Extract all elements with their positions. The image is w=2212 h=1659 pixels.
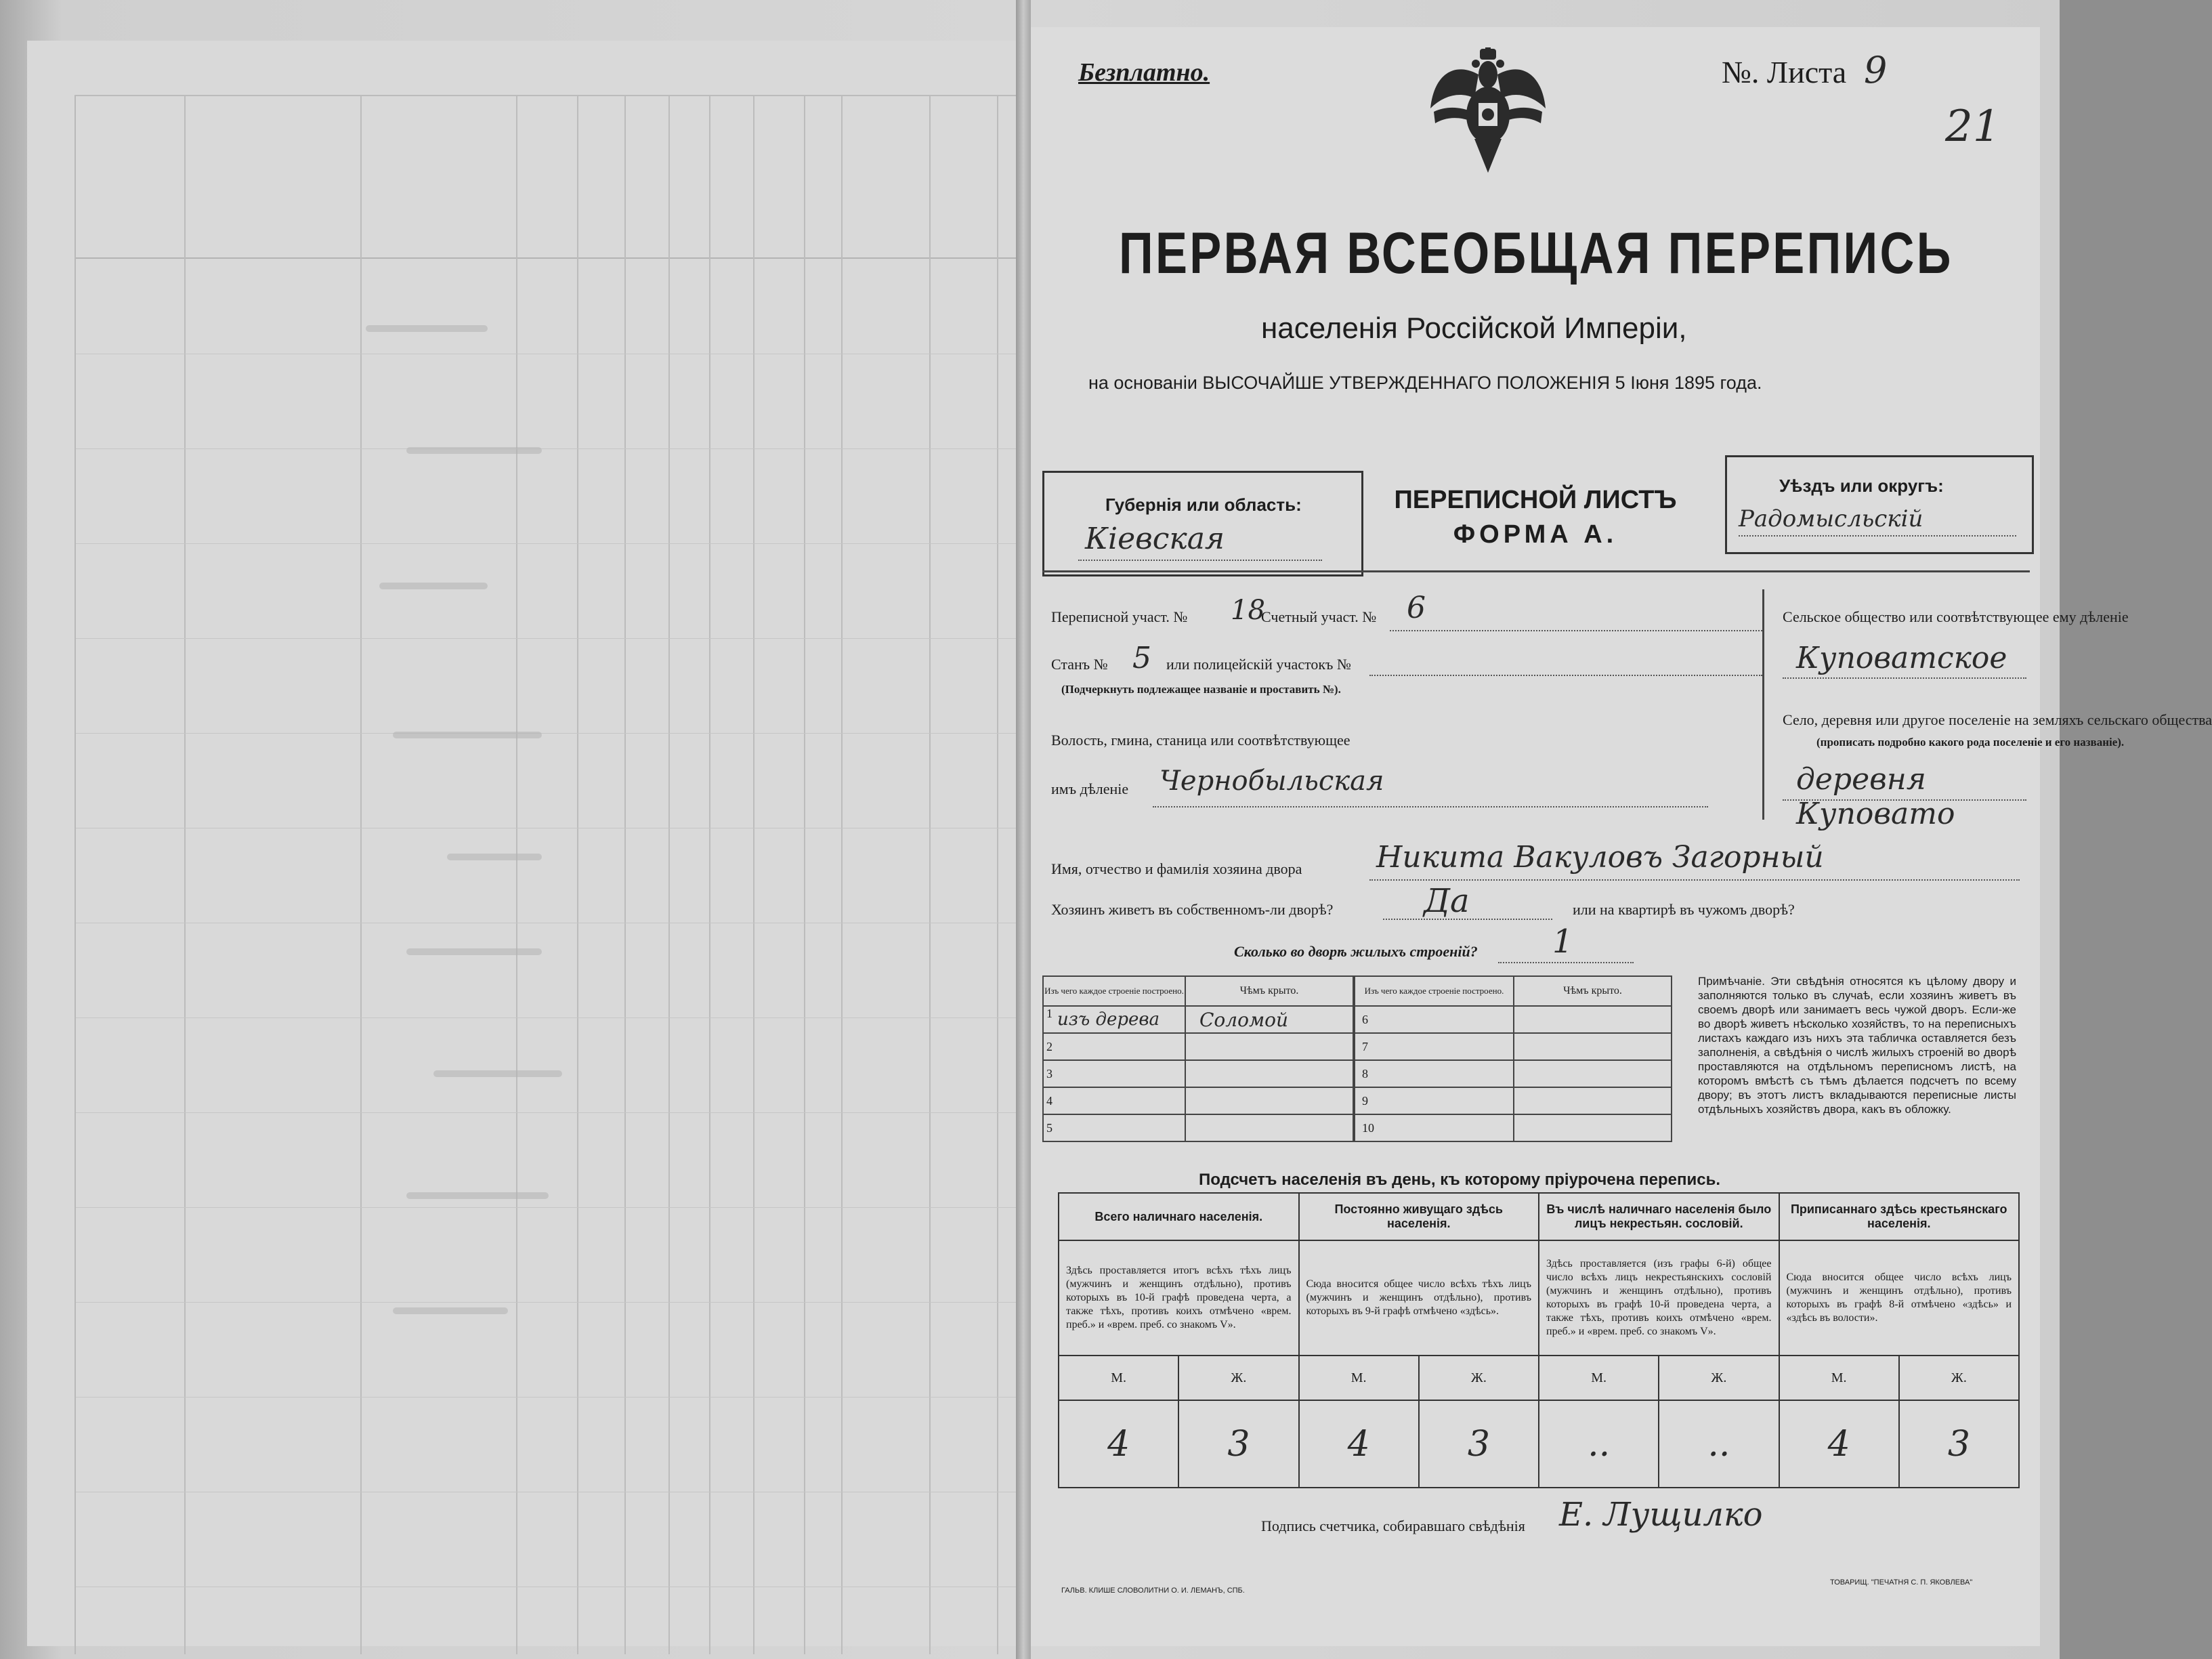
community-label: Сельское общество или соотвѣтствующее ему дѣленіе <box>1783 608 2129 625</box>
tally-registered-female: 3 <box>1899 1400 2019 1488</box>
form-main-title: ПЕРВАЯ ВСЕОБЩАЯ ПЕРЕПИСЬ <box>1119 221 1953 286</box>
district-value: Радомысльскій <box>1739 505 1923 532</box>
tally-permanent-female: 3 <box>1419 1400 1539 1488</box>
population-tally-table <box>1058 1192 2020 1488</box>
tally-title: Подсчетъ населенія въ день, къ которому пріурочена перепись. <box>1199 1171 1720 1189</box>
stamp-number: 21 <box>1945 102 2001 152</box>
building-row: 2 <box>1043 1033 1353 1060</box>
owner-value: Никита Вакуловъ Загорный <box>1376 840 1824 875</box>
building-row: 5 <box>1043 1114 1353 1141</box>
tally-header-present: Всего наличнаго населенія. <box>1059 1193 1299 1240</box>
form-legal-basis: на основаніи ВЫСОЧАЙШЕ УТВЕРЖДЕННАГО ПОЛОЖЕНІЯ 5 Іюня 1895 года. <box>1088 373 1762 393</box>
imprint-right: ТОВАРИЩ. "ПЕЧАТНЯ С. П. ЯКОВЛЕВА" <box>1830 1578 1973 1587</box>
col-roof-header: Чѣмъ крыто. <box>1185 976 1353 1006</box>
imprint-left: ГАЛЬВ. КЛИШЕ СЛОВОЛИТНИ О. И. ЛЕМАНЪ, СПБ. <box>1061 1587 1245 1595</box>
tally-header-registered: Приписаннаго здѣсь крестьянскаго населенія. <box>1779 1193 2020 1240</box>
province-label: Губернія или область: <box>1105 495 1302 515</box>
form-title-line-2: ФОРМА А. <box>1453 520 1618 549</box>
building-row: 4 <box>1043 1087 1353 1114</box>
building-roof: Соломой <box>1185 1006 1353 1033</box>
tally-permanent-male: 4 <box>1299 1400 1419 1488</box>
rent-label: или на квартирѣ въ чужомъ дворѣ? <box>1573 901 1795 918</box>
building-row: 1 изъ дерева Соломой <box>1043 1006 1353 1033</box>
building-material: изъ дерева <box>1057 1009 1160 1030</box>
form-title-line-1: ПЕРЕПИСНОЙ ЛИСТЪ <box>1394 486 1677 514</box>
tally-non-peasant-male: .. <box>1539 1400 1659 1488</box>
male-label: М. <box>1539 1356 1659 1400</box>
left-page-grid <box>75 95 1031 1654</box>
village-note: (прописать подробно какого рода поселеніе и его названіе). <box>1816 736 2125 749</box>
tally-registered-male: 4 <box>1779 1400 1899 1488</box>
province-value: Кіевская <box>1085 522 1225 556</box>
volost-label-1: Волость, гмина, станица или соотвѣтствующее <box>1051 732 1350 749</box>
male-label: М. <box>1779 1356 1899 1400</box>
col-material-header-2: Изъ чего каждое строеніе построено. <box>1355 976 1514 1006</box>
buildings-note: Примѣчаніе. Эти свѣдѣнія относятся къ цѣлому двору и заполняются только въ случаѣ, если хозяинъ живетъ въ своемъ дворѣ или занимаетъ весь чужой дворъ. Если-же во дворѣ живетъ нѣсколько хозяйствъ, то на переписныхъ листахъ каждаго изъ нихъ эта табличка оставляется безъ заполненія, а свѣдѣнія о числѣ жилыхъ строеній во дворѣ проставляются на отдѣльномъ переписномъ листѣ, на которомъ вмѣстѣ съ тѣмъ дѣлается подсчетъ по всему двору; въ этотъ листъ вкладываются переписные листы отдѣльныхъ хозяйствъ двора, какъ въ обложку. <box>1698 975 2016 1116</box>
stan-value: 5 <box>1132 641 1151 675</box>
building-row: 8 <box>1355 1060 1672 1087</box>
stan-label: Станъ № <box>1051 656 1108 673</box>
village-label: Село, деревня или другое поселеніе на земляхъ сельскаго общества <box>1783 711 2212 728</box>
own-house-value: Да <box>1424 882 1470 920</box>
free-label: Безплатно. <box>1078 58 1210 87</box>
tally-header-permanent: Постоянно живущаго здѣсь населенія. <box>1299 1193 1539 1240</box>
tally-present-male: 4 <box>1059 1400 1178 1488</box>
count-section-value: 6 <box>1407 591 1426 625</box>
sheet-number-label: №. Листа <box>1722 55 1847 89</box>
district-box <box>1725 455 2034 554</box>
sheet-number-value: 9 <box>1864 49 1888 91</box>
building-row: 7 <box>1355 1033 1672 1060</box>
tally-desc-present: Здѣсь проставляется итогъ всѣхъ тѣхъ лицъ (мужчинъ и женщинъ отдѣльно), противъ которыхъ въ 10-й графѣ проведена черта, а также тѣхъ, противъ коихъ отмѣчено «врем. преб.» и «врем. преб. со знакомъ V». <box>1059 1240 1299 1356</box>
building-row: 6 <box>1355 1006 1672 1033</box>
buildings-label: Сколько во дворѣ жилыхъ строеній? <box>1234 943 1478 960</box>
tally-header-non-peasant: Въ числѣ наличнаго населенія было лицъ некрестьян. сословій. <box>1539 1193 1779 1240</box>
tally-desc-non-peasant: Здѣсь проставляется (изъ графы 6-й) общее число всѣхъ лицъ некрестьянскихъ сословій (мужчинъ и женщинъ отдѣльно), противъ которыхъ въ графѣ 10-й проведена черта, а также тѣхъ, противъ коихъ отмѣчено «врем. преб.» и «врем. преб. со знакомъ V». <box>1539 1240 1779 1356</box>
police-section-label: или полицейскій участокъ № <box>1166 656 1351 673</box>
book-spine <box>1016 0 1031 1659</box>
form-subtitle: населенія Россійской Имперіи, <box>1261 312 1687 345</box>
female-label: Ж. <box>1178 1356 1298 1400</box>
col-roof-header-2: Чѣмъ крыто. <box>1514 976 1672 1006</box>
buildings-value: 1 <box>1552 923 1573 961</box>
buildings-table-left <box>1042 975 1354 1142</box>
left-page-back <box>27 41 1016 1646</box>
female-label: Ж. <box>1659 1356 1779 1400</box>
buildings-table-right <box>1354 975 1672 1142</box>
census-section-value: 18 <box>1231 595 1265 626</box>
count-section-label: Счетный участ. № <box>1261 608 1377 625</box>
imperial-eagle-emblem <box>1427 47 1549 176</box>
female-label: Ж. <box>1899 1356 2019 1400</box>
tally-present-female: 3 <box>1178 1400 1298 1488</box>
col-material-header: Изъ чего каждое строеніе построено. <box>1043 976 1185 1006</box>
signature-label: Подпись счетчика, собиравшаго свѣдѣнія <box>1261 1517 1525 1534</box>
village-value: деревня Куповато <box>1796 762 1955 831</box>
tally-desc-permanent: Сюда вносится общее число всѣхъ тѣхъ лицъ (мужчинъ и женщинъ отдѣльно), противъ которыхъ въ 9-й графѣ отмѣчено «здѣсь». <box>1299 1240 1539 1356</box>
tally-non-peasant-female: .. <box>1659 1400 1779 1488</box>
volost-value: Чернобыльская <box>1160 765 1384 797</box>
female-label: Ж. <box>1419 1356 1539 1400</box>
building-row: 10 <box>1355 1114 1672 1141</box>
own-house-label: Хозяинъ живетъ въ собственномъ-ли дворѣ? <box>1051 901 1334 918</box>
district-label: Уѣздъ или округъ: <box>1779 476 1944 496</box>
male-label: М. <box>1299 1356 1419 1400</box>
stan-note: (Подчеркнуть подлежащее названіе и проставить №). <box>1061 683 1341 696</box>
volost-label-2: имъ дѣленіе <box>1051 780 1129 797</box>
building-row: 3 <box>1043 1060 1353 1087</box>
owner-label: Имя, отчество и фамилія хозяина двора <box>1051 860 1302 877</box>
community-value: Куповатское <box>1796 641 2007 675</box>
form-type-title <box>1363 471 1708 549</box>
building-row: 9 <box>1355 1087 1672 1114</box>
census-section-label: Переписной участ. № <box>1051 608 1188 625</box>
census-form-page <box>1031 27 2212 1646</box>
tally-desc-registered: Сюда вносится общее число всѣхъ лицъ (мужчинъ и женщинъ отдѣльно), противъ которыхъ въ графѣ 8-й отмѣчено «здѣсь» и «здѣсь въ волости». <box>1779 1240 2020 1356</box>
enumerator-signature: Е. Лущилко <box>1559 1496 1763 1534</box>
male-label: М. <box>1059 1356 1178 1400</box>
